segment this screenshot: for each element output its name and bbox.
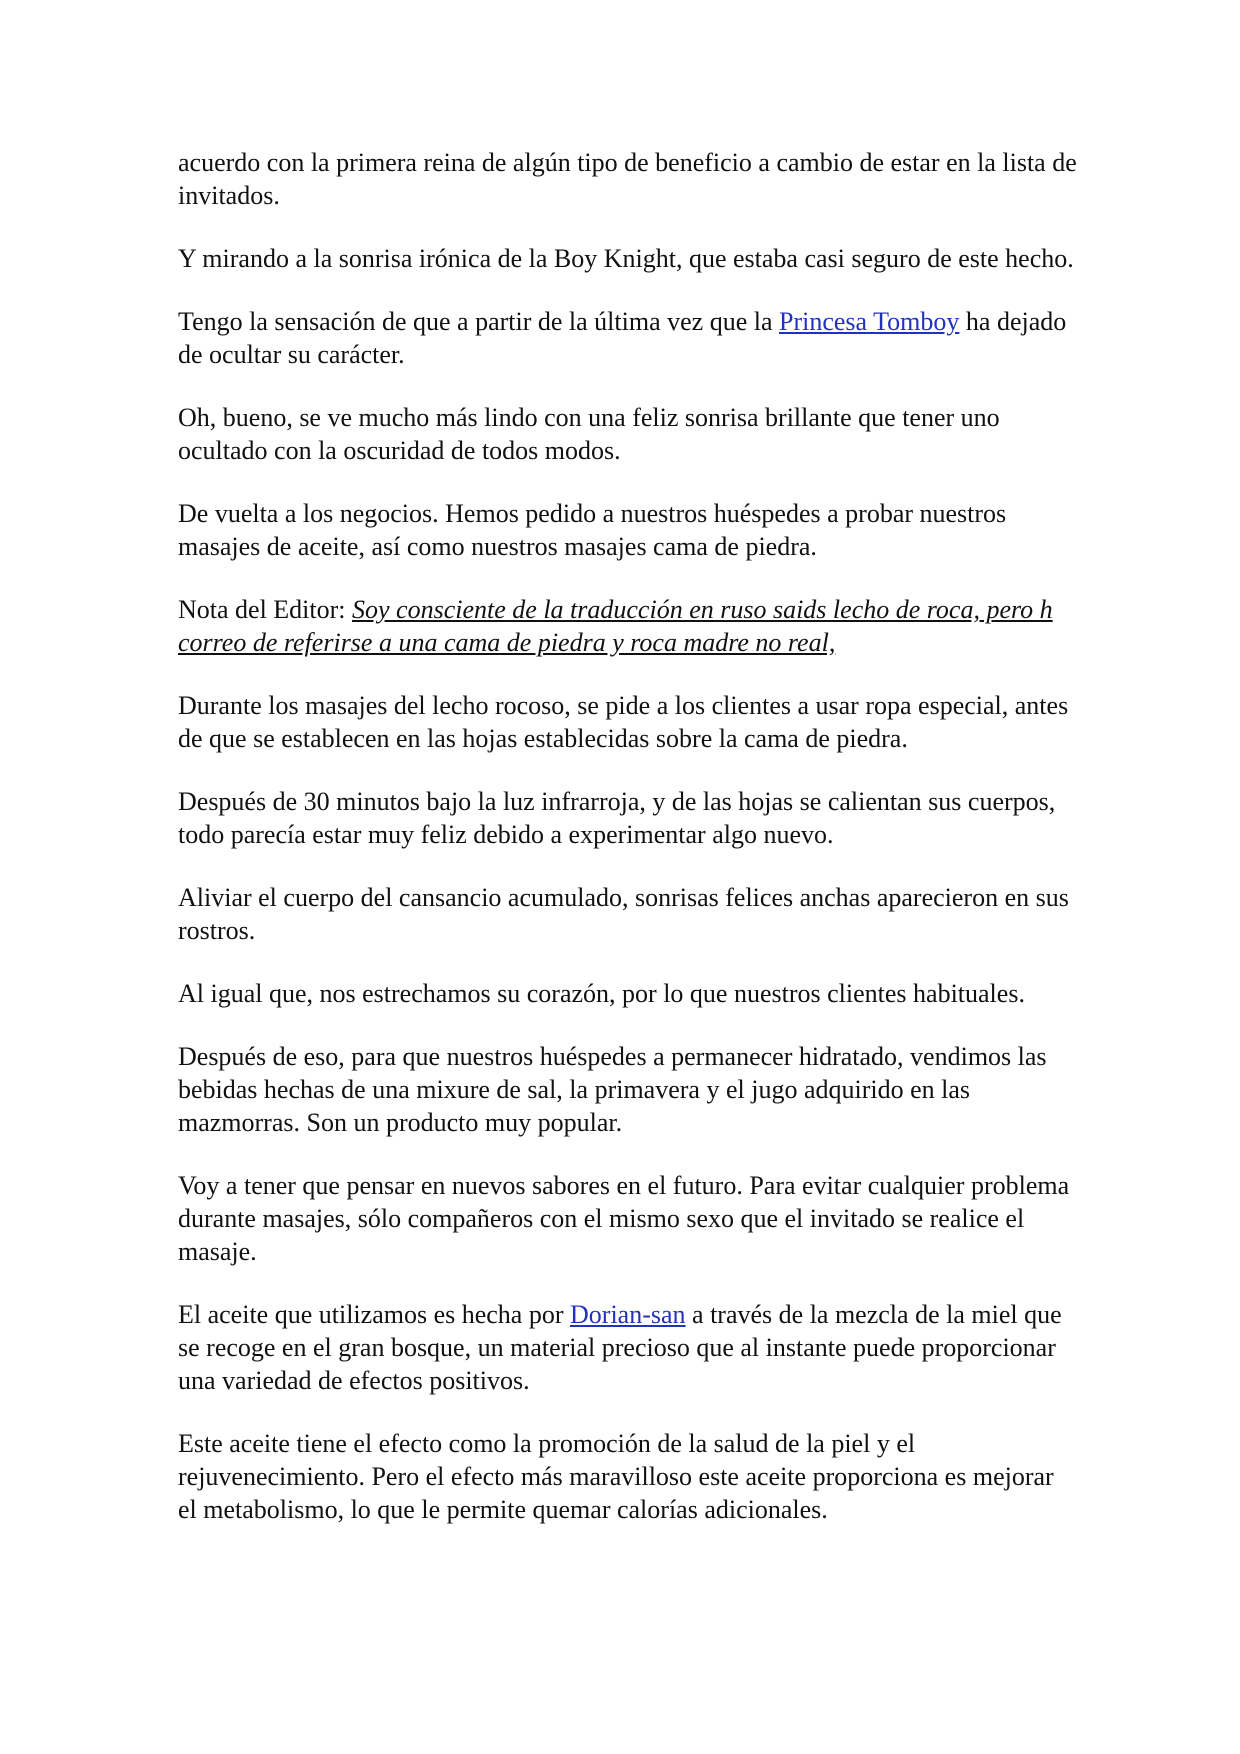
paragraph-editor-note [178,593,1078,659]
paragraph-text: Tengo la sensación de que a partir de la última vez que la [178,307,779,336]
paragraph-smile: Oh, bueno, se ve mucho más lindo con una feliz sonrisa brillante que tener uno ocultado con la oscuridad de todos modos. [178,403,1000,465]
paragraph-text: El aceite que utilizamos es hecha por [178,1300,571,1329]
princesa-tomboy-link[interactable]: Princesa Tomboy [779,307,960,336]
editor-note-label: Nota del Editor: [178,595,353,624]
paragraph-oil-effects: Este aceite tiene el efecto como la promoción de la salud de la piel y el rejuvenecimiento. Pero el efecto más maravilloso este aceite proporciona es mejorar el metabolismo, lo que le permite quemar calorías adicionales. [178,1429,1054,1524]
paragraph-drinks: Después de eso, para que nuestros huéspedes a permanecer hidratado, vendimos las bebidas hechas de una mixure de sal, la primavera y el jugo adquirido en las mazmorras. Son un producto muy popular. [178,1042,1047,1137]
paragraph-rock-bed: Durante los masajes del lecho rocoso, se pide a los clientes a usar ropa especial, antes de que se establecen en las hojas establecidas sobre la cama de piedra. [178,691,1069,753]
editor-note-text: Soy consciente de la traducción en ruso saids lecho de roca, pero h correo de referirse a una cama de piedra y roca madre no real, [178,595,1053,657]
paragraph-invite-list: acuerdo con la primera reina de algún tipo de beneficio a cambio de estar en la lista de invitados. [178,148,1077,210]
paragraph-infrared: Después de 30 minutos bajo la luz infrarroja, y de las hojas se calientan sus cuerpos, todo parecía estar muy feliz debido a experimentar algo nuevo. [178,787,1056,849]
paragraph-tomboy [178,305,1078,371]
paragraph-flavors: Voy a tener que pensar en nuevos sabores en el futuro. Para evitar cualquier problema durante masajes, sólo compañeros con el mismo sexo que el invitado se realice el masaje. [178,1171,1070,1266]
paragraph-business: De vuelta a los negocios. Hemos pedido a nuestros huéspedes a probar nuestros masajes de aceite, así como nuestros masajes cama de piedra. [178,499,1007,561]
paragraph-regulars: Al igual que, nos estrechamos su corazón, por lo que nuestros clientes habituales. [178,979,1025,1008]
document-page [178,146,1078,1556]
paragraph-dorian [178,1298,1078,1397]
dorian-san-link[interactable]: Dorian-san [570,1300,686,1329]
paragraph-text: a través de la mezcla de la miel que se recoge en el gran bosque, un material precioso que al instante puede proporcionar una variedad de efectos positivos. [178,1300,1062,1395]
paragraph-boy-knight: Y mirando a la sonrisa irónica de la Boy Knight, que estaba casi seguro de este hecho. [178,244,1074,273]
paragraph-text: ha dejado de ocultar su carácter. [178,307,1067,369]
paragraph-relief: Aliviar el cuerpo del cansancio acumulado, sonrisas felices anchas aparecieron en sus rostros. [178,883,1069,945]
